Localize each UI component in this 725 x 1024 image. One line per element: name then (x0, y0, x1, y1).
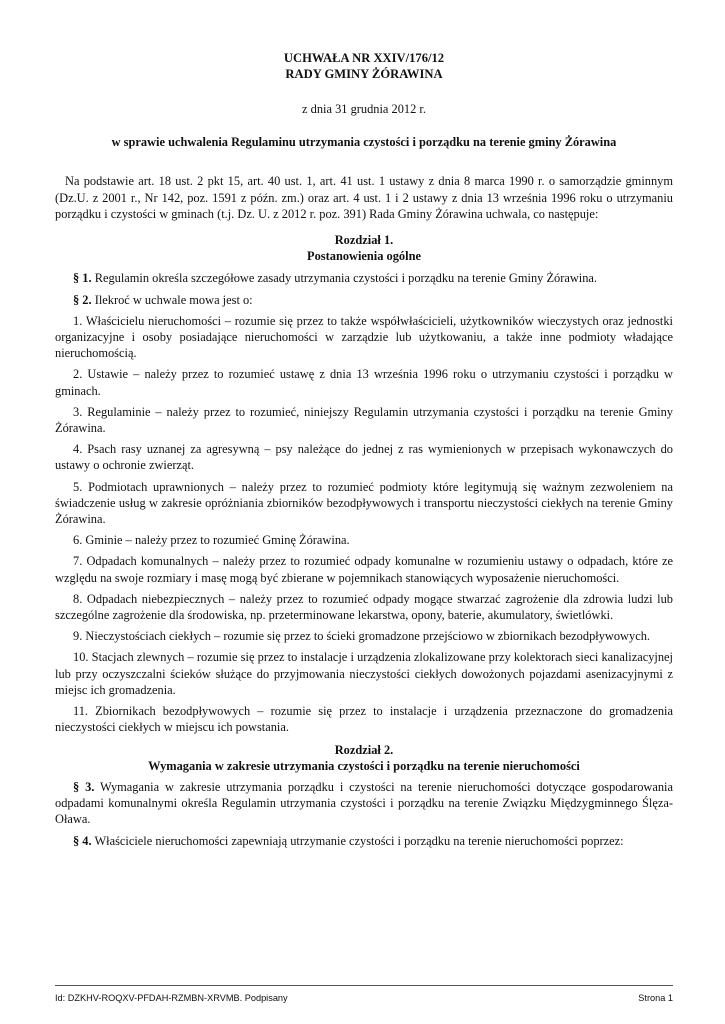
section-2-text: Ilekroć w uchwale mowa jest o: (91, 292, 253, 307)
section-4-text: Właściciele nieruchomości zapewniają utrzymanie czystości i porządku na terenie nieruchomości poprzez: (91, 833, 624, 848)
chapter-1-title: Postanowienia ogólne (307, 249, 421, 264)
resolution-date: z dnia 31 grudnia 2012 r. (302, 102, 426, 116)
resolution-subject: w sprawie uchwalenia Regulaminu utrzymania czystości i porządku na terenie gminy Żórawina (111, 135, 617, 150)
definition-item: 11. Zbiornikach bezodpływowych – rozumie się przez to instalacje i urządzenia przeznaczone do gromadzenia nieczystości ciekłych w miejscu ich powstania. (55, 704, 673, 735)
chapter-2-title: Wymagania w zakresie utrzymania czystości i porządku na terenie nieruchomości (148, 758, 580, 773)
definition-item: 6. Gminie – należy przez to rozumieć Gminę Żórawina. (73, 533, 350, 548)
section-1 (55, 270, 673, 286)
page-number: Strona 1 (638, 993, 673, 1003)
page-footer (55, 985, 673, 1003)
definition-item: 1. Właścicielu nieruchomości – rozumie się przez to także współwłaścicieli, użytkowników wieczystych oraz jednostki organizacyjne i osoby posiadające nieruchomości w zarządzie lub użytkowaniu, a także inne podmioty władające nieruchomością. (55, 313, 673, 361)
chapter-2-heading (55, 742, 673, 774)
preamble: Na podstawie art. 18 ust. 2 pkt 15, art. 40 ust. 1, art. 41 ust. 1 ustawy z dnia 8 marca 1990 r. o samorządzie gminnym (Dz.U. z 2001 r., Nr 142, poz. 1591 z późn. zm.) oraz art. 4 ust. 1 i 2 ustawy z dnia 13 września 1996 roku o utrzymaniu porządku i czystości w gminach (t.j. Dz. U. z 2012 r. poz. 391) Rada Gminy Żórawina uchwala, co następuje: (55, 174, 673, 221)
section-2 (55, 292, 673, 308)
section-3-label: § 3. (73, 779, 95, 794)
resolution-number: UCHWAŁA NR XXIV/176/12 (283, 51, 445, 65)
definition-item: 5. Podmiotach uprawnionych – należy przez to rozumieć podmioty które legitymują się ważnym zezwoleniem na świadczenie usług w zakresie opróżniania zbiorników bezodpływowych i transportu nieczystości ciekłych na terenie Gminy Żórawina. (55, 479, 673, 527)
definition-item: 7. Odpadach komunalnych – należy przez to rozumieć odpady komunalne w rozumieniu ustawy o odpadach, które ze względu na swoje rozmiary i masę mogą być zbierane w pojemnikach stanowiących wyposażenie nieruchomości. (55, 554, 673, 585)
section-2-label: § 2. (73, 292, 92, 307)
definition-item: 10. Stacjach zlewnych – rozumie się przez to instalacje i urządzenia zlokalizowane przy kolektorach sieci kanalizacyjnej lub przy oczyszczalni ścieków służące do przyjmowania nieczystości ciekłych dowożonych pojazdami asenizacyjnymi z miejsc ich gromadzenia. (55, 650, 673, 697)
definition-item: 4. Psach rasy uznanej za agresywną – psy należące do jednej z ras wymienionych w przepisach wykonawczych do ustawy o ochronie zwierząt. (55, 442, 673, 473)
council-name: RADY GMINY ŻÓRAWINA (285, 67, 443, 81)
section-4-label: § 4. (73, 833, 92, 848)
section-3 (55, 779, 673, 828)
section-4 (55, 833, 673, 849)
section-3-text: Wymagania w zakresie utrzymania porządku i czystości na terenie nieruchomości dotyczące gospodarowania odpadami komunalnymi określa Regulamin utrzymania czystości i porządku na terenie Związku Międzygminnego Ślęza-Oława. (55, 779, 673, 827)
definition-item: 2. Ustawie – należy przez to rozumieć ustawę z dnia 13 września 1996 roku o utrzymaniu czystości i porządku w gminach. (55, 367, 673, 398)
definition-item: 9. Nieczystościach ciekłych – rozumie się przez to ścieki gromadzone przejściowo w zbiornikach bezodpływowych. (73, 629, 650, 644)
definition-item: 8. Odpadach niebezpiecznych – należy przez to rozumieć odpady mogące stwarzać zagrożenie dla zdrowia ludzi lub szczególne zagrożenie dla środowiska, np. przeterminowane lekarstwa, opony, baterie, akumulatory, świetlówki. (55, 591, 673, 623)
chapter-1-heading (55, 232, 673, 264)
document-body (55, 50, 673, 849)
section-1-text: Regulamin określa szczegółowe zasady utrzymania czystości i porządku na terenie Gminy Żórawina. (91, 271, 598, 286)
chapter-2-number: Rozdział 2. (334, 742, 394, 757)
section-1-label: § 1. (73, 271, 92, 286)
chapter-1-number: Rozdział 1. (334, 233, 394, 248)
document-id: Id: DZKHV-ROQXV-PFDAH-RZMBN-XRVMB. Podpisany (55, 993, 288, 1003)
definition-item: 3. Regulaminie – należy przez to rozumieć, niniejszy Regulamin utrzymania czystości i porządku na terenie Gminy Żórawina. (55, 404, 673, 436)
